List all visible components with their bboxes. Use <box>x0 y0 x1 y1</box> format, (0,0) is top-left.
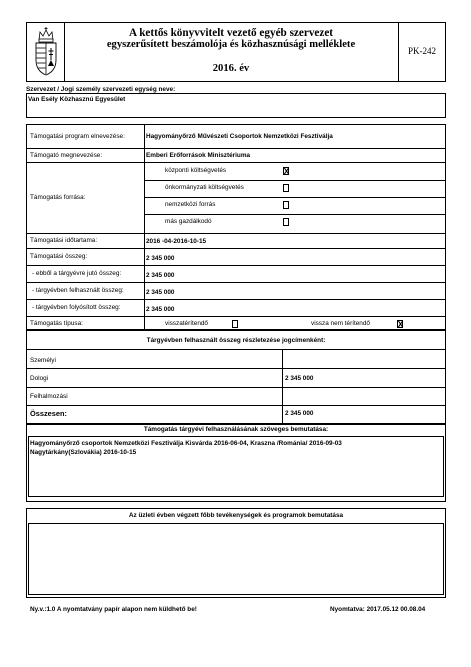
form-title-line1: A kettős könyvvitelt vezető egyéb szervezet <box>128 27 334 39</box>
row-divider <box>26 148 446 149</box>
usage-heading: Támogatás tárgyévi felhasználásának szöveges bemutatása: <box>143 426 329 433</box>
amount-value: 2 345 000 <box>146 255 175 262</box>
hungarian-coat-of-arms-icon <box>32 26 60 78</box>
paid-value: 2 345 000 <box>146 306 175 313</box>
breakdown-capital-label: Felhalmozási <box>30 393 68 400</box>
source-option-label: önkormányzati költségvetés <box>165 184 244 191</box>
paid-label: - tárgyévben folyósított összeg: <box>32 304 121 311</box>
breakdown-table <box>26 330 446 424</box>
row-divider <box>26 248 446 249</box>
source-checkbox-municipal[interactable] <box>283 184 289 192</box>
organization-name: Van Esély Közhasznú Egyesület <box>28 96 126 103</box>
type-nonrefundable-label: vissza nem térítendő <box>311 320 370 327</box>
source-subrow-divider <box>144 180 446 181</box>
row-divider <box>26 233 446 234</box>
business-text-field[interactable] <box>28 523 444 595</box>
row-divider <box>26 282 446 283</box>
row-divider <box>26 316 446 317</box>
row-divider <box>26 299 446 300</box>
source-checkbox-central[interactable] <box>283 167 289 175</box>
form-code: PK-242 <box>407 46 436 56</box>
usage-text-line1: Hagyományőrző csoportok Nemzetközi Fesztiválja Kisvárda 2016-06-04, Kraszna /Románia/ 2016-09-03 <box>30 440 342 447</box>
usage-text-line2: Nagytárkány(Szlovákia) 2016-10-15 <box>30 449 137 456</box>
period-value: 2016 -04-2016-10-15 <box>146 238 207 245</box>
source-option-label: más gazdálkodó <box>165 218 212 225</box>
program-value: Hagyományőrző Művészeti Csoportok Nemzetközi Fesztiválja <box>146 133 333 140</box>
used-label: - tárgyévben felhasznált összeg: <box>32 287 124 294</box>
source-subrow-divider <box>144 214 446 215</box>
row-divider <box>26 265 446 266</box>
footer-print-date: Nyomtatva: 2017.05.12 00.08.04 <box>330 606 426 613</box>
supporter-value: Emberi Erőforrások Minisztériuma <box>146 152 251 159</box>
breakdown-total-label: Összesen: <box>30 409 67 418</box>
form-year: 2016. év <box>212 63 250 74</box>
type-refundable-label: visszatérítendő <box>165 320 208 327</box>
breakdown-material-label: Dologi <box>30 375 49 382</box>
source-subrow-divider <box>144 197 446 198</box>
breakdown-heading: Tárgyévben felhasznált összeg részletezése jogcímenként: <box>146 337 326 344</box>
program-label: Támogatási program elnevezése: <box>30 133 125 140</box>
source-checkbox-other-business[interactable] <box>283 218 289 226</box>
year-share-label: - ebből a tárgyévre jutó összeg: <box>32 270 122 277</box>
type-label: Támogatás típusa: <box>30 320 83 327</box>
used-value: 2 345 000 <box>146 289 175 296</box>
type-nonrefundable-checkbox[interactable] <box>397 320 403 328</box>
row-divider <box>26 387 446 388</box>
source-option-label: központi költségvetés <box>165 167 227 174</box>
row-divider <box>26 349 446 350</box>
organization-label: Szervezet / Jogi személy szervezeti egység neve: <box>26 86 176 93</box>
breakdown-divider <box>282 349 283 424</box>
type-refundable-checkbox[interactable] <box>232 320 238 328</box>
year-share-value: 2 345 000 <box>146 272 175 279</box>
breakdown-total-value: 2 345 000 <box>285 410 314 417</box>
source-option-label: nemzetközi forrás <box>165 201 216 208</box>
breakdown-material-value: 2 345 000 <box>285 375 314 382</box>
footer-version-note: Ny.v.:1.0 A nyomtatvány papír alapon nem küldhető be! <box>30 606 197 613</box>
form-title-line2: egyszerűsített beszámolója és közhasznúsági melléklete <box>106 39 356 50</box>
business-heading: Az üzleti évben végzett főbb tevékenységek és programok bemutatása <box>128 512 344 519</box>
row-divider <box>26 405 446 406</box>
row-divider <box>26 368 446 369</box>
period-label: Támogatási időtartama: <box>30 237 98 244</box>
source-checkbox-international[interactable] <box>283 201 289 209</box>
amount-label: Támogatási összeg: <box>30 253 88 260</box>
source-label: Támogatás forrása: <box>30 194 86 201</box>
breakdown-personal-label: Személyi <box>30 357 56 364</box>
supporter-label: Támogató megnevezése: <box>30 152 103 159</box>
row-divider <box>26 162 446 163</box>
